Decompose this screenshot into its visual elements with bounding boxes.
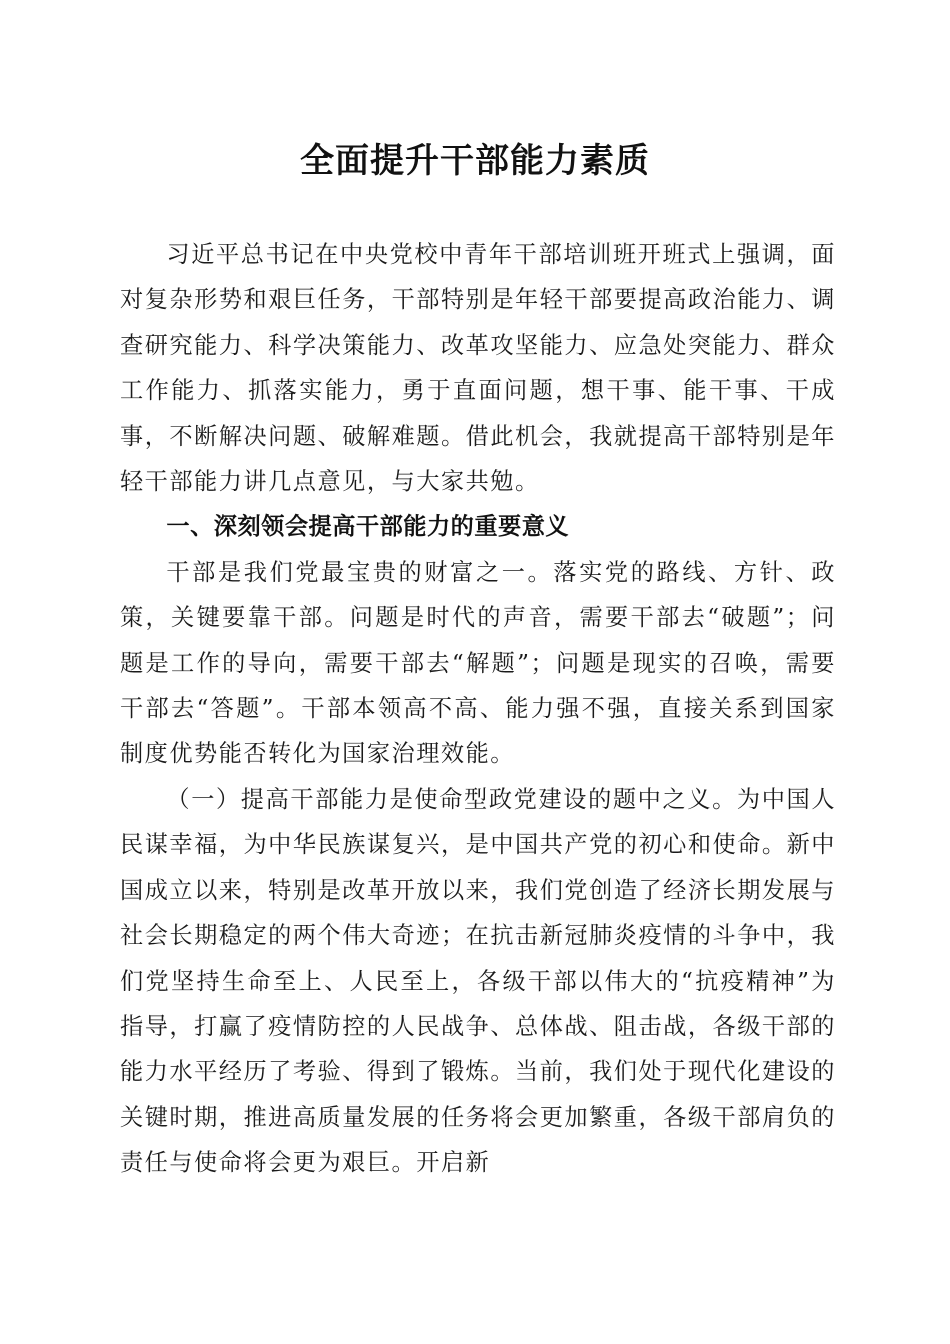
document-title: 全面提升干部能力素质 [300,141,650,181]
subsection-body: 为中国人民谋幸福，为中华民族谋复兴，是中国共产党的初心和使命。新中国成立以来，特别是改革开放以来，我们党创造了经济长期发展与社会长期稳定的两个伟大奇迹；在抗击新冠肺炎疫情的斗争中，我们党坚持生命至上、人民至上，各级干部以伟大的“抗疫精神”为指导，打赢了疫情防控的人民战争、总体战、阻击战，各级干部的能力水平经历了考验、得到了锻炼。当前，我们处于现代化建设的关键时期，推进高质量发展的任务将会更加繁重，各级干部肩负的责任与使命将会更为艰巨。开启新 [120,785,837,1177]
subsection-paragraph [120,777,836,1186]
section-heading: 一、深刻领会提高干部能力的重要意义 [166,513,570,541]
subsection-lead: （一）提高干部能力是使命型政党建设的题中之义。 [166,785,737,813]
section-paragraph: 干部是我们党最宝贵的财富之一。落实党的路线、方针、政策，关键要靠干部。问题是时代的声音，需要干部去“破题”；问题是工作的导向，需要干部去“解题”；问题是现实的召唤，需要干部去“答题”。干部本领高不高、能力强不强，直接关系到国家制度优势能否转化为国家治理效能。 [120,558,836,768]
intro-paragraph: 习近平总书记在中央党校中青年干部培训班开班式上强调，面对复杂形势和艰巨任务，干部特别是年轻干部要提高政治能力、调查研究能力、科学决策能力、改革攻坚能力、应急处突能力、群众工作能力、抓落实能力，勇于直面问题，想干事、能干事、干成事，不断解决问题、破解难题。借此机会，我就提高干部特别是年轻干部能力讲几点意见，与大家共勉。 [120,241,836,496]
document-body [120,232,836,1186]
